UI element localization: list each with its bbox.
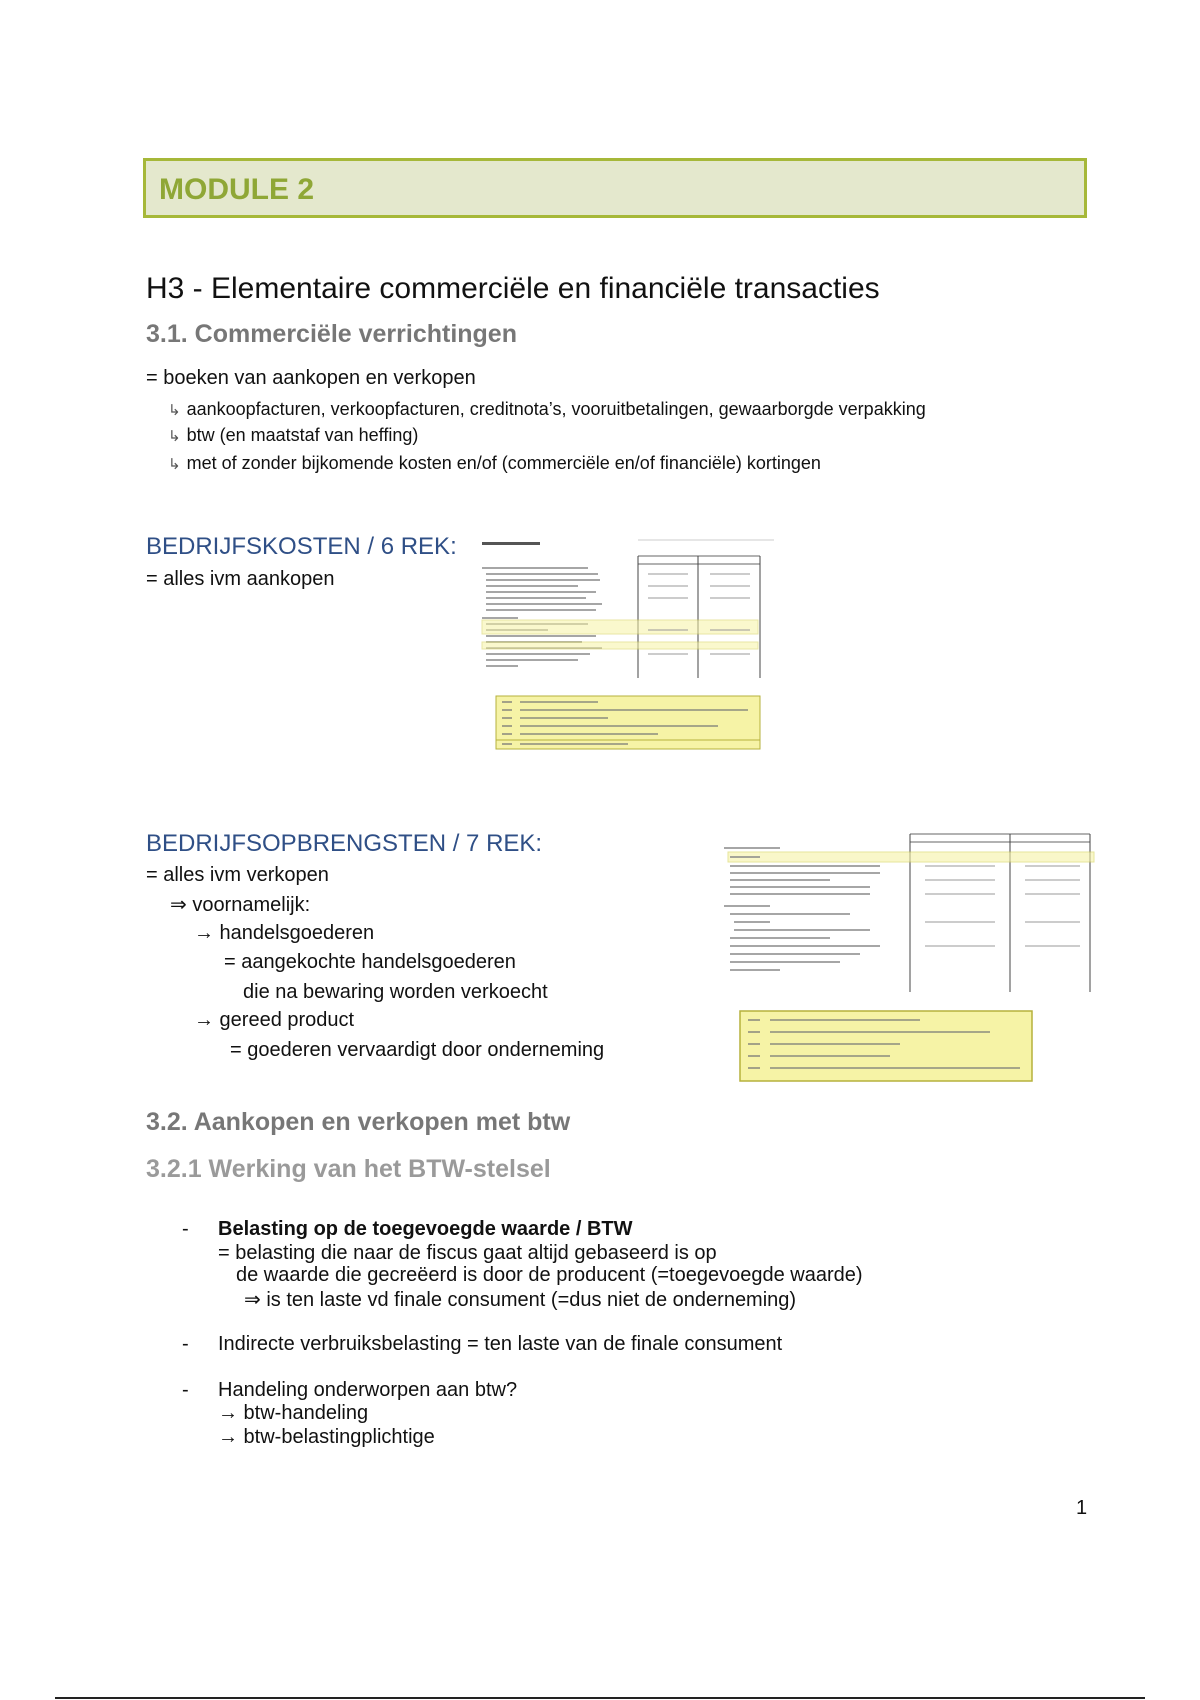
costs-table-image <box>478 538 774 760</box>
page-number: 1 <box>1076 1497 1088 1519</box>
hook-arrow-icon: ↳ <box>168 456 181 473</box>
list-item: ↳ met of zonder bijkomende kosten en/of (commerciële en/of financiële) kortingen <box>168 453 821 473</box>
module-title: MODULE 2 <box>159 173 315 206</box>
bullet-dash: - <box>182 1379 189 1401</box>
section-3-1-definition: = boeken van aankopen en verkopen <box>146 367 476 389</box>
indirect-tax-line: Indirecte verbruiksbelasting = ten laste van de finale consument <box>218 1333 783 1355</box>
page-divider <box>55 1697 1145 1699</box>
section-3-2-1-title: 3.2.1 Werking van het BTW-stelsel <box>146 1155 551 1183</box>
accounting-table-thumbnail <box>478 538 774 760</box>
costs-heading: BEDRIJFSKOSTEN / 6 REK: <box>146 533 457 560</box>
product-arrow-item: → gereed product <box>194 1009 355 1031</box>
hook-arrow-icon: ↳ <box>168 428 181 445</box>
revenues-definition: = alles ivm verkopen <box>146 864 329 886</box>
section-3-2-title: 3.2. Aankopen en verkopen met btw <box>146 1108 571 1136</box>
goods-definition-1: = aangekochte handelsgoederen <box>224 951 516 973</box>
revenues-table-image <box>720 826 1098 1086</box>
btw-line-1: = belasting die naar de fiscus gaat altijd gebaseerd is op <box>218 1242 717 1264</box>
goods-definition-2: die na bewaring worden verkoecht <box>243 981 548 1003</box>
costs-definition: = alles ivm aankopen <box>146 568 335 590</box>
btw-heading: Belasting op de toegevoegde waarde / BTW <box>218 1218 633 1240</box>
revenues-mainly: ⇒ voornamelijk: <box>170 894 311 916</box>
bullet-dash: - <box>182 1218 189 1240</box>
btw-belastingplichtige-item: → btw-belastingplichtige <box>218 1426 435 1448</box>
revenues-heading: BEDRIJFSOPBRENGSTEN / 7 REK: <box>146 830 543 857</box>
bullet-dash: - <box>182 1333 189 1355</box>
chapter-title: H3 - Elementaire commerciële en financiële transacties <box>146 272 880 305</box>
list-item: ↳ btw (en maatstaf van heffing) <box>168 425 419 445</box>
list-item: ↳ aankoopfacturen, verkoopfacturen, creditnota’s, vooruitbetalingen, gewaarborgde verpakking <box>168 399 926 419</box>
btw-line-3: ⇒ is ten laste vd finale consument (=dus niet de onderneming) <box>244 1289 797 1311</box>
section-3-1-title: 3.1. Commerciële verrichtingen <box>146 320 517 348</box>
hook-arrow-icon: ↳ <box>168 402 181 419</box>
module-header-box <box>143 158 1087 218</box>
accounting-table-thumbnail <box>720 826 1098 1086</box>
subject-to-btw-line: Handeling onderworpen aan btw? <box>218 1379 518 1401</box>
btw-handeling-item: → btw-handeling <box>218 1402 369 1424</box>
product-definition: = goederen vervaardigt door onderneming <box>230 1039 605 1061</box>
btw-line-2: de waarde die gecreëerd is door de producent (=toegevoegde waarde) <box>236 1264 863 1286</box>
goods-arrow-item: → handelsgoederen <box>194 922 375 944</box>
